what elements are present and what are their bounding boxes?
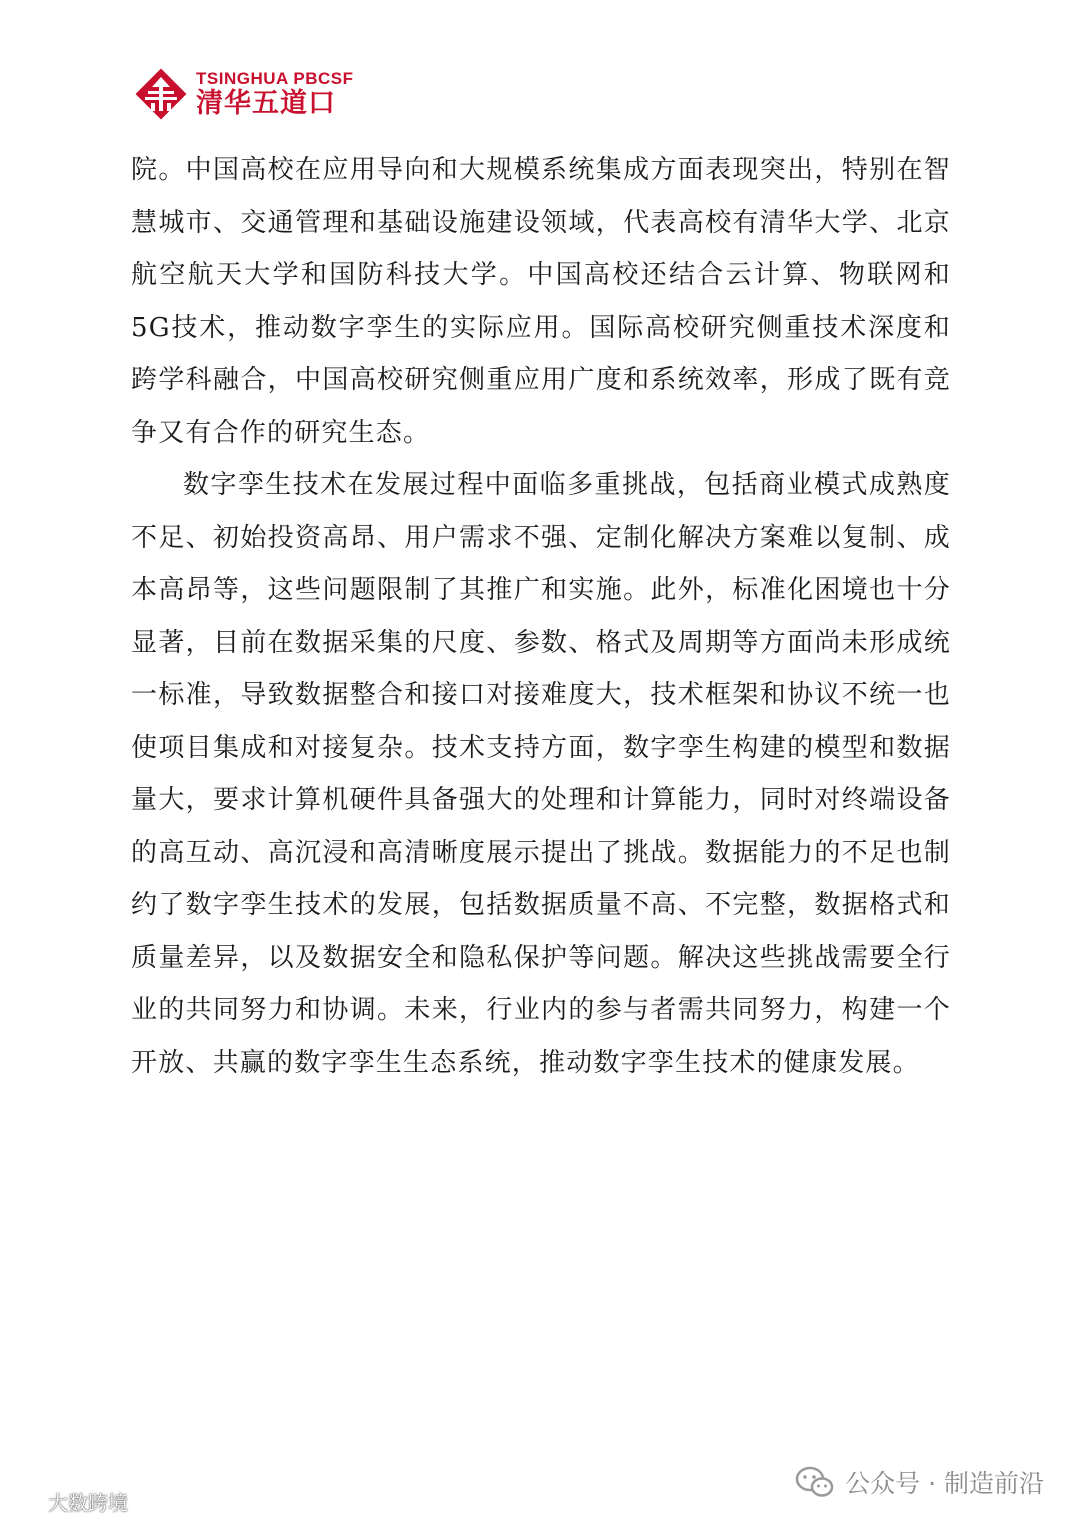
watermark-right-text: 公众号 · 制造前沿 [845,1469,1044,1498]
logo-english-name: TSINGHUA PBCSF [196,69,354,88]
watermark-left [8,1486,128,1516]
watermark-left-text: 大数跨境 [48,1490,128,1515]
weibo-like-icon [8,1489,44,1513]
document-body [131,144,951,1089]
page-header [134,66,354,122]
logo-text [196,69,354,119]
logo-chinese-name: 清华五道口 [196,88,336,119]
tsinghua-pbcsf-logo-icon [134,67,188,121]
paragraph-continuation: 院。中国高校在应用导向和大规模系统集成方面表现突出，特别在智慧城市、交通管理和基础设施建设领域，代表高校有清华大学、北京航空航天大学和国防科技大学。中国高校还结合云计算、物联网和5G技术，推动数字孪生的实际应用。国际高校研究侧重技术深度和跨学科融合，中国高校研究侧重应用广度和系统效率，形成了既有竞争又有合作的研究生态。 [131,155,951,448]
watermark-right [795,1462,1044,1502]
paragraph-challenges: 数字孪生技术在发展过程中面临多重挑战，包括商业模式成熟度不足、初始投资高昂、用户需求不强、定制化解决方案难以复制、成本高昂等，这些问题限制了其推广和实施。此外，标准化困境也十分显著，目前在数据采集的尺度、参数、格式及周期等方面尚未形成统一标准，导致数据整合和接口对接难度大，技术框架和协议不统一也使项目集成和对接复杂。技术支持方面，数字孪生构建的模型和数据量大，要求计算机硬件具备强大的处理和计算能力，同时对终端设备的高互动、高沉浸和高清晰度展示提出了挑战。数据能力的不足也制约了数字孪生技术的发展，包括数据质量不高、不完整，数据格式和质量差异，以及数据安全和隐私保护等问题。解决这些挑战需要全行业的共同努力和协调。未来，行业内的参与者需共同努力，构建一个开放、共赢的数字孪生生态系统，推动数字孪生技术的健康发展。 [131,470,951,1078]
wechat-icon [795,1465,835,1499]
